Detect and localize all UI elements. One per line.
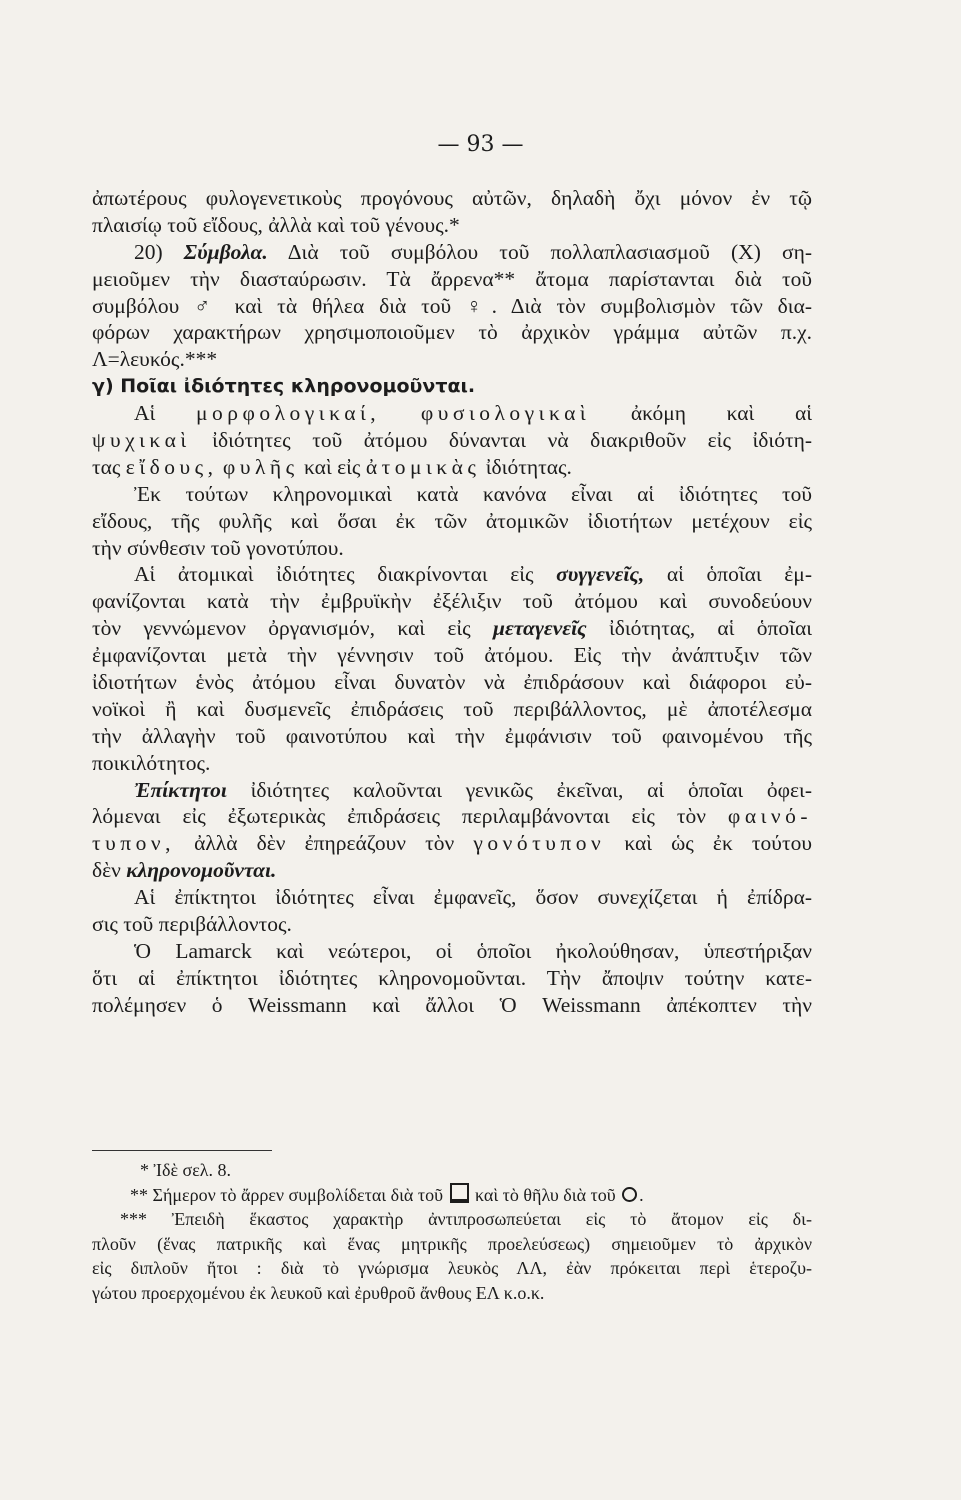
text-line: Αἱ ἐπίκτητοι ἰδιότητες εἶναι ἐμφανεῖς, ὅσον συνεχίζεται ἡ ἐπίδρα- — [134, 885, 812, 910]
text-line: νοϊκοὶ ἢ καὶ δυσμενεῖς ἐπιδράσεις τοῦ περιβάλλοντος, μὲ ἀποτέλεσμα — [92, 696, 812, 721]
text-line: Ἐκ τούτων κληρονομικαὶ κατὰ κανόνα εἶναι αἱ ἰδιότητες τοῦ — [134, 481, 812, 506]
text-line: ἐμφανίζονται μετὰ τὴν γέννησιν τοῦ ἀτόμου. Εἰς τὴν ἀνάπτυξιν τῶν — [92, 643, 812, 668]
text-line: λόμεναι εἰς ἐξωτερικὰς ἐπιδράσεις περιλαμβάνονται εἰς τὸν φαινό- — [92, 804, 812, 829]
text-line: ποικιλότητος. — [92, 750, 211, 775]
text-line: σις τοῦ περιβάλλοντος. — [92, 912, 292, 937]
footnote-divider — [92, 1150, 272, 1151]
term-symbols: Σύμβολα. — [183, 239, 268, 264]
text-line: τὴν ἀλλαγὴν τοῦ φαινοτύπου καὶ τὴν ἐμφάνισιν τοῦ φαινομένου τῆς — [92, 723, 812, 748]
text-line: ψυχικαὶ ἰδιότητες τοῦ ἀτόμου δύνανται νὰ διακριθοῦν εἰς ἰδιότη- — [92, 428, 812, 453]
text-line: Ἐπίκτητοι ἰδιότητες καλοῦνται γενικῶς ἐκεῖναι, αἱ ὁποῖαι ὀφει- — [134, 777, 812, 802]
text-line: φόρων χαρακτήρων χρησιμοποιοῦμεν τὸ ἀρχικὸν γράμμα αὐτῶν π.χ. — [92, 320, 812, 345]
text-line: Αἱ ἀτομικαὶ ἰδιότητες διακρίνονται εἰς συγγενεῖς, αἱ ὁποῖαι ἐμ- — [134, 562, 812, 587]
text-line: πολέμησεν ὁ Weissmann καὶ ἄλλοι Ὁ Weissmann ἀπέκοπτεν τὴν — [92, 992, 812, 1017]
footnote-1: * Ἰδὲ σελ. 8. — [140, 1160, 231, 1180]
text-line: Αἱ μορφολογικαί, φυσιολογικαὶ ἀκόμη καὶ αἱ — [134, 401, 813, 426]
text-line: ὅτι αἱ ἐπίκτητοι ἰδιότητες κληρονομοῦνται. Τὴν ἄποψιν τούτην κατε- — [92, 965, 812, 990]
text-line: τὴν σύνθεσιν τοῦ γονοτύπου. — [92, 535, 344, 560]
text-line: εἴδους, τῆς φυλῆς καὶ ὅσαι ἐκ τῶν ἀτομικῶν ἰδιοτήτων μετέχουν εἰς — [92, 508, 812, 533]
square-symbol-icon — [450, 1183, 469, 1203]
text-line: 20) Σύμβολα. Διὰ τοῦ συμβόλου τοῦ πολλαπλασιασμοῦ (X) ση- — [134, 239, 812, 264]
text-line: Λ=λευκός.*** — [92, 347, 218, 372]
page-number: — 93 — — [437, 132, 524, 157]
footnote-line: εἰς διπλοῦν ἤτοι : διὰ τὸ γνώρισμα λευκὸς ΛΛ, ἐὰν πρόκειται περὶ ἑτεροζυ- — [92, 1258, 812, 1279]
footnotes — [92, 1158, 812, 1306]
main-text — [92, 185, 812, 1019]
text-line: Ὁ Lamarck καὶ νεώτεροι, οἱ ὁποῖοι ἠκολούθησαν, ὑπεστήριξαν — [134, 938, 812, 963]
text-line: φανίζονται κατὰ τὴν ἐμβρυϊκὴν ἐξέλιξιν τοῦ ἀτόμου καὶ συνοδεύουν — [92, 589, 812, 614]
text-line: ἰδιοτήτων ἑνὸς ἀτόμου εἶναι δυνατὸν νὰ ἐπιδράσουν καὶ διάφοροι εὐ- — [92, 670, 812, 695]
text-line: ἀπωτέρους φυλογενετικοὺς προγόνους αὐτῶν, δηλαδὴ ὄχι μόνον ἐν τῷ — [92, 186, 812, 210]
circle-symbol-icon — [622, 1187, 637, 1202]
footnote-line: πλοῦν (ἕνας πατρικῆς καὶ ἕνας μητρικῆς προελεύσεως) σημειοῦμεν τὸ ἀρχικὸν — [92, 1233, 812, 1254]
footnote-line: γώτου προερχομένου ἐκ λευκοῦ καὶ ἐρυθροῦ ἄνθους ΕΛ κ.ο.κ. — [92, 1282, 545, 1303]
footnote-3: *** Ἐπειδὴ ἕκαστος χαρακτὴρ ἀντιπροσωπεύεται εἰς τὸ ἄτομον εἰς δι- — [120, 1209, 812, 1230]
section-heading: γ) Ποῖαι ἰδιότητες κληρονομοῦνται. — [92, 375, 476, 398]
text-line: συμβόλου ♂ καὶ τὰ θήλεα διὰ τοῦ ♀. Διὰ τὸν συμβολισμὸν τῶν δια- — [92, 293, 812, 318]
text-line: τας εἴδους, φυλῆς καὶ εἰς ἀτομικὰς ἰδιότητας. — [92, 454, 572, 479]
text-line: τυπον, ἀλλὰ δὲν ἐπηρεάζουν τὸν γονότυπον καὶ ὡς ἐκ τούτου — [92, 831, 812, 856]
text-line: μειοῦμεν τὴν διασταύρωσιν. Τὰ ἄρρενα** ἄτομα παρίστανται διὰ τοῦ — [92, 266, 812, 291]
text-line: δὲν κληρονομοῦνται. — [92, 858, 277, 883]
text-line: πλαισίῳ τοῦ εἴδους, ἀλλὰ καὶ τοῦ γένους.* — [92, 212, 460, 237]
text-line: τὸν γεννώμενον ὀργανισμόν, καὶ εἰς μεταγενεῖς ἰδιότητας, αἱ ὁποῖαι — [92, 616, 812, 641]
footnote-2: ** Σήμερον τὸ ἄρρεν συμβολίδεται διὰ τοῦ καὶ τὸ θῆλυ διὰ τοῦ . — [130, 1184, 644, 1205]
